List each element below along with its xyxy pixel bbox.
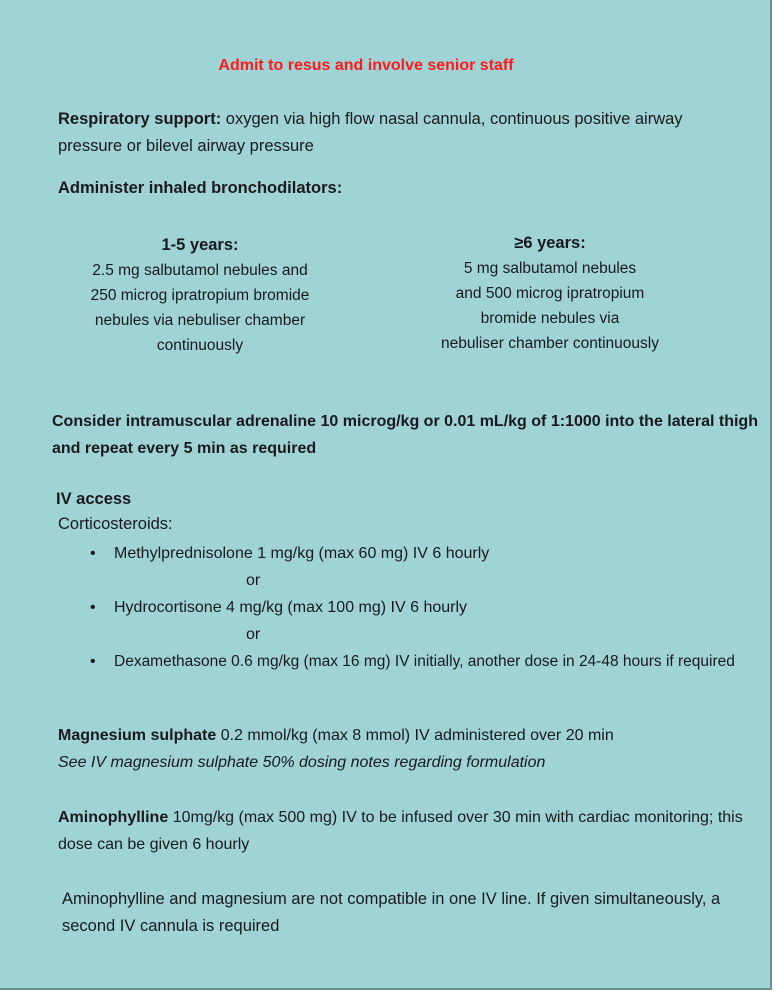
magnesium-label: Magnesium sulphate xyxy=(58,727,217,744)
bronchodilator-column-6-plus-years xyxy=(395,231,705,356)
dose-line: nebules via nebuliser chamber xyxy=(94,312,306,329)
dose-line: 2.5 mg salbutamol nebules and xyxy=(92,262,308,279)
aminophylline-dose: 10mg/kg (max 500 mg) IV to be infused over 30 min with cardiac monitoring; this dose can be given 6 hourly xyxy=(58,809,743,853)
corticosteroid-list xyxy=(58,540,748,675)
dose-line: bromide nebules via xyxy=(480,310,620,327)
aminophylline-section xyxy=(58,804,758,858)
adrenaline-instruction: Consider intramuscular adrenaline 10 microg/kg or 0.01 mL/kg of 1:1000 into the lateral thigh and repeat every 5 min as required xyxy=(52,413,758,457)
dose-line: nebuliser chamber continuously xyxy=(441,335,659,352)
dose-line: 250 microg ipratropium bromide xyxy=(90,287,310,304)
list-item: • Dexamethasone 0.6 mg/kg (max 16 mg) IV initially, another dose in 24-48 hours if required xyxy=(58,648,748,675)
magnesium-dose: 0.2 mmol/kg (max 8 mmol) IV administered over 20 min xyxy=(220,727,614,744)
respiratory-support-section xyxy=(58,106,748,160)
dose-line: continuously xyxy=(156,337,244,354)
list-item: • Methylprednisolone 1 mg/kg (max 60 mg) IV 6 hourly xyxy=(58,540,748,567)
age-group-label: ≥6 years: xyxy=(514,234,586,252)
iv-access-heading: IV access xyxy=(56,490,132,508)
list-item: • Hydrocortisone 4 mg/kg (max 100 mg) IV 6 hourly xyxy=(58,594,748,621)
magnesium-section xyxy=(58,722,758,776)
age-group-label: 1-5 years: xyxy=(161,236,239,254)
aminophylline-label: Aminophylline xyxy=(58,809,169,826)
respiratory-support-text: oxygen via high flow nasal cannula, continuous positive airway pressure or bilevel airway pressure xyxy=(58,110,683,155)
bronchodilator-column-1-5-years xyxy=(50,233,350,358)
respiratory-support-label: Respiratory support: xyxy=(58,110,222,128)
corticosteroids-subheading: Corticosteroids: xyxy=(58,515,173,533)
page-title: Admit to resus and involve senior staff xyxy=(218,57,514,74)
magnesium-note: See IV magnesium sulphate 50% dosing notes regarding formulation xyxy=(58,754,546,771)
dose-line: 5 mg salbutamol nebules xyxy=(463,260,637,277)
or-separator: or xyxy=(246,626,261,643)
dose-line: and 500 microg ipratropium xyxy=(455,285,645,302)
or-separator: or xyxy=(246,572,261,589)
bronchodilators-heading: Administer inhaled bronchodilators: xyxy=(58,179,343,197)
compatibility-note: Aminophylline and magnesium are not compatible in one IV line. If given simultaneously, a second IV cannula is required xyxy=(62,890,721,935)
